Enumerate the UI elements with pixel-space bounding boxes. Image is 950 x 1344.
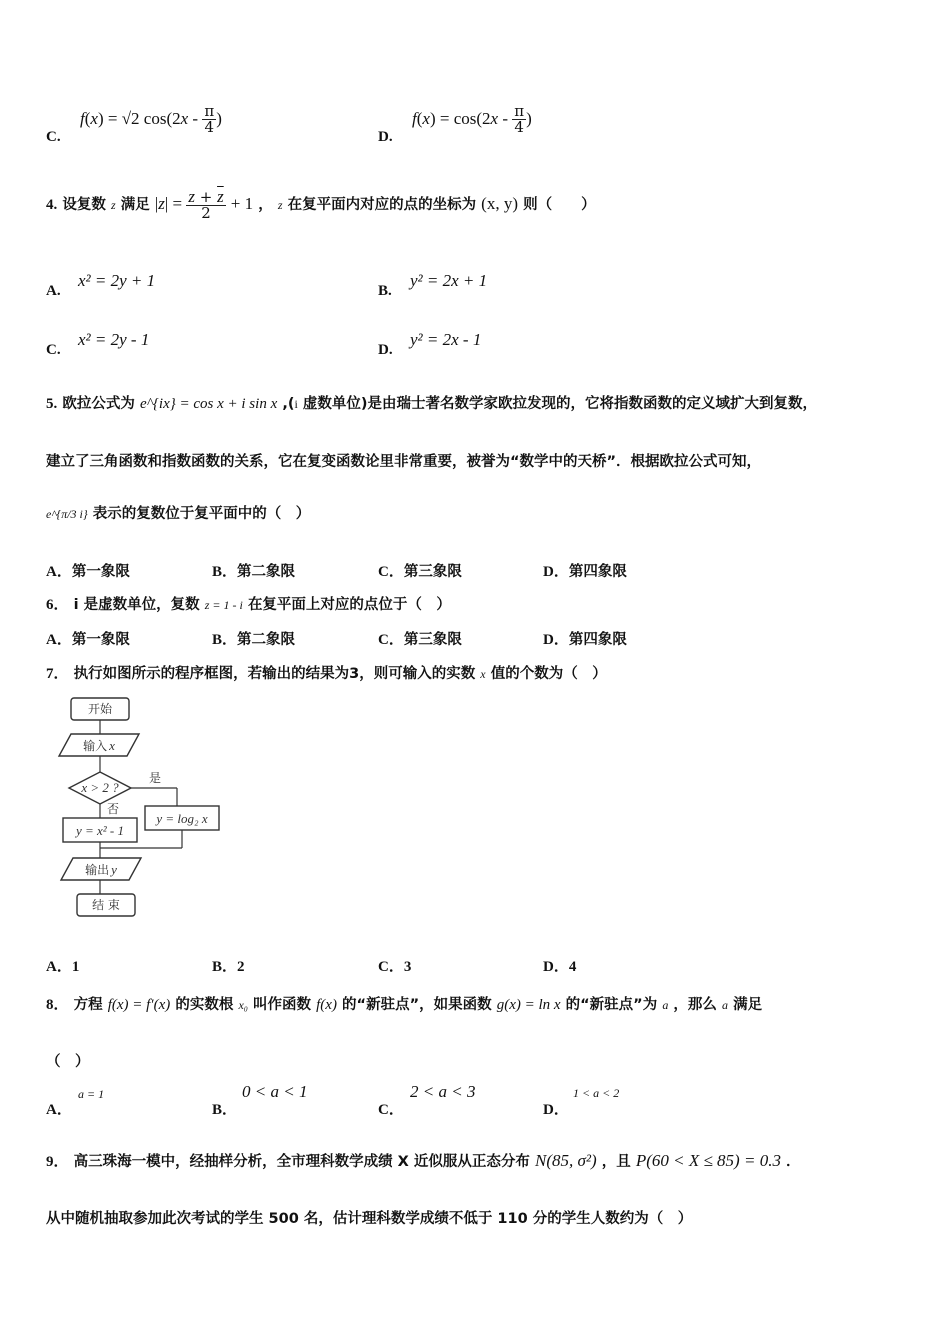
q6-text-a: i 是虚数单位，复数 <box>73 597 200 613</box>
q6-option-a-label: A． <box>46 632 72 648</box>
q7-flowchart <box>55 692 235 922</box>
q4-condition: |z| = $\frac{z + \overline{z}}{2}$ + 1 <box>154 187 254 222</box>
q7-var-x: x <box>480 667 486 681</box>
q8-text-e: 的“新驻点”为 <box>565 997 658 1013</box>
q5-option-a-text: 第一象限 <box>71 564 130 580</box>
q9-line1 <box>46 1150 801 1171</box>
q7-option-a-text: 1 <box>71 959 80 975</box>
q7-option-c-label: C． <box>378 959 404 975</box>
q8-fx: f(x) <box>316 997 337 1013</box>
q6-formula: z = 1 - i <box>204 598 243 612</box>
q8-var-a-2: a <box>722 998 728 1012</box>
q5-option-d <box>543 560 627 581</box>
q8-option-a-formula: a = 1 <box>78 1087 105 1101</box>
q5-option-b-text: 第二象限 <box>237 564 296 580</box>
flowchart-yes-box-text: y = log₂ x <box>156 811 208 826</box>
q5-line3 <box>46 502 310 523</box>
q5-number: 5. <box>46 396 58 412</box>
q7-text-a: 执行如图所示的程序框图，若输出的结果为3，则可输入的实数 <box>73 666 476 682</box>
q4-text-a: 设复数 <box>62 197 106 213</box>
q4-option-d-formula: y² = 2x - 1 <box>410 330 482 349</box>
q4-option-a-formula: x² = 2y + 1 <box>78 271 156 290</box>
q5-option-a <box>46 560 130 581</box>
q4-text-d: 在复平面内对应的点的坐标为 <box>287 197 477 213</box>
q4-text-c: ， <box>258 197 273 213</box>
q7-option-a <box>46 955 79 976</box>
q8-stem <box>46 993 762 1014</box>
q6-text-b: 在复平面上对应的点位于（ ） <box>247 597 451 613</box>
q8-text-a: 方程 <box>73 997 103 1013</box>
q8-var-a: a <box>662 998 669 1012</box>
q7-option-d <box>543 955 576 976</box>
q5-option-d-text: 第四象限 <box>568 564 627 580</box>
q6-option-a <box>46 628 130 649</box>
q6-option-d-text: 第四象限 <box>568 632 627 648</box>
q9-text-b: ，且 <box>601 1154 631 1170</box>
flowchart-end-text: 结 束 <box>92 898 120 912</box>
q6-option-b-text: 第二象限 <box>237 632 296 648</box>
q8-option-d-formula: 1 < a < 2 <box>573 1086 620 1100</box>
q8-text-b: 的实数根 <box>175 997 234 1013</box>
q4-var-z-2: z <box>277 198 283 212</box>
q8-eq: f(x) = f′(x) <box>107 997 171 1013</box>
q6-option-c <box>378 628 462 649</box>
q6-option-c-label: C． <box>378 632 404 648</box>
q4-stem <box>46 188 596 221</box>
q8-text-g: 满足 <box>733 997 763 1013</box>
q7-option-d-label: D． <box>543 959 569 975</box>
q6-option-c-text: 第三象限 <box>403 632 462 648</box>
q6-stem <box>46 593 451 614</box>
q5-option-c-text: 第三象限 <box>403 564 462 580</box>
q6-option-d <box>543 628 627 649</box>
q8-number: 8． <box>46 997 69 1013</box>
q8-text-f: ，那么 <box>673 997 717 1013</box>
q9-line2: 从中随机抽取参加此次考试的学生 500 名，估计理科数学成绩不低于 110 分的学生人数约为（ ） <box>46 1211 693 1227</box>
q9-dist: N(85, σ²) <box>534 1151 597 1170</box>
flowchart-output-text: 输出 y <box>85 862 117 877</box>
q5-text-c: 虚数单位)是由瑞士著名数学家欧拉发现的，它将指数函数的定义域扩大到复数， <box>302 396 818 412</box>
q7-option-a-label: A． <box>46 959 72 975</box>
q5-option-a-label: A． <box>46 564 72 580</box>
q6-option-b-label: B． <box>212 632 238 648</box>
q5-text-b: ,( <box>282 396 295 412</box>
flowchart-input-text: 输入 x <box>83 738 115 753</box>
q5-formula: e^{ix} = cos x + i sin x <box>139 396 278 412</box>
q5-option-c-label: C． <box>378 564 404 580</box>
q5-option-d-label: D． <box>543 564 569 580</box>
q8-option-d-label: D． <box>543 1102 569 1118</box>
q4-number: 4. <box>46 197 58 213</box>
q5-option-b <box>212 560 295 581</box>
q6-option-b <box>212 628 295 649</box>
flowchart-no-box-text: y = x² - 1 <box>75 823 125 838</box>
q3-option-d-label: D. <box>378 129 393 145</box>
flowchart-yes-label: 是 <box>149 771 162 785</box>
q8-root: x₀ <box>238 998 248 1012</box>
q5-option-c <box>378 560 462 581</box>
q9-text-c: ． <box>786 1154 801 1170</box>
q7-option-d-text: 4 <box>568 959 577 975</box>
q8-option-b-formula: 0 < a < 1 <box>242 1082 308 1101</box>
q4-text-e: 则（ ） <box>523 197 596 213</box>
q7-option-b-text: 2 <box>237 959 245 975</box>
q7-option-c <box>378 955 411 976</box>
q4-coord: (x, y) <box>481 194 518 213</box>
q3-option-c-formula: f(x) = √2 cos(2x - $\frac{\pi}{4}$ ) <box>80 102 222 136</box>
flowchart-decision-text: x > 2 ? <box>81 780 119 795</box>
q3-option-d-formula: f(x) = cos(2x - $\frac{\pi}{4}$ ) <box>412 102 532 136</box>
q5-line2: 建立了三角函数和指数函数的关系，它在复变函数论里非常重要，被誉为“数学中的天桥”．根据欧拉公式可知， <box>46 454 762 470</box>
q4-option-c-label: C. <box>46 342 61 358</box>
q8-option-c-label: C． <box>378 1102 404 1118</box>
q7-text-b: 值的个数为（ ） <box>490 666 607 682</box>
q4-option-a-label: A. <box>46 283 61 299</box>
q8-gx: g(x) = ln x <box>496 997 561 1013</box>
q7-option-b-label: B． <box>212 959 238 975</box>
q8-line2: （ ） <box>46 1054 90 1070</box>
q5-text-a: 欧拉公式为 <box>62 396 135 412</box>
q6-number: 6． <box>46 597 69 613</box>
q8-option-b-label: B． <box>212 1102 238 1118</box>
q8-text-c: 叫作函数 <box>253 997 312 1013</box>
q4-option-b-formula: y² = 2x + 1 <box>410 271 488 290</box>
q9-text-a: 高三珠海一模中，经抽样分析，全市理科数学成绩 X 近似服从正态分布 <box>73 1154 530 1170</box>
q6-option-a-text: 第一象限 <box>71 632 130 648</box>
q8-option-c-formula: 2 < a < 3 <box>410 1082 476 1101</box>
q5-line3-text: 表示的复数位于复平面中的（ ） <box>92 506 311 522</box>
flowchart-start-text: 开始 <box>87 702 113 716</box>
q9-number: 9． <box>46 1154 69 1170</box>
q8-text-d: 的“新驻点”，如果函数 <box>342 997 492 1013</box>
q5-option-b-label: B． <box>212 564 238 580</box>
q9-prob: P(60 < X ≤ 85) = 0.3 <box>635 1151 781 1170</box>
q7-option-b <box>212 955 245 976</box>
q5-expr: e^{π/3 i} <box>46 507 88 521</box>
q3-option-c-label: C. <box>46 129 61 145</box>
q8-option-a-label: A． <box>46 1102 72 1118</box>
q4-option-d-label: D. <box>378 342 393 358</box>
q4-text-b: 满足 <box>120 197 150 213</box>
q5-var-i: i <box>294 397 298 411</box>
q4-var-z: z <box>110 198 116 212</box>
q7-stem <box>46 662 607 683</box>
q4-option-c-formula: x² = 2y - 1 <box>78 330 150 349</box>
q6-option-d-label: D． <box>543 632 569 648</box>
q7-option-c-text: 3 <box>403 959 412 975</box>
q4-option-b-label: B. <box>378 283 392 299</box>
q5-line1 <box>46 392 817 413</box>
flowchart-no-label: 否 <box>107 802 120 816</box>
q7-number: 7． <box>46 666 69 682</box>
